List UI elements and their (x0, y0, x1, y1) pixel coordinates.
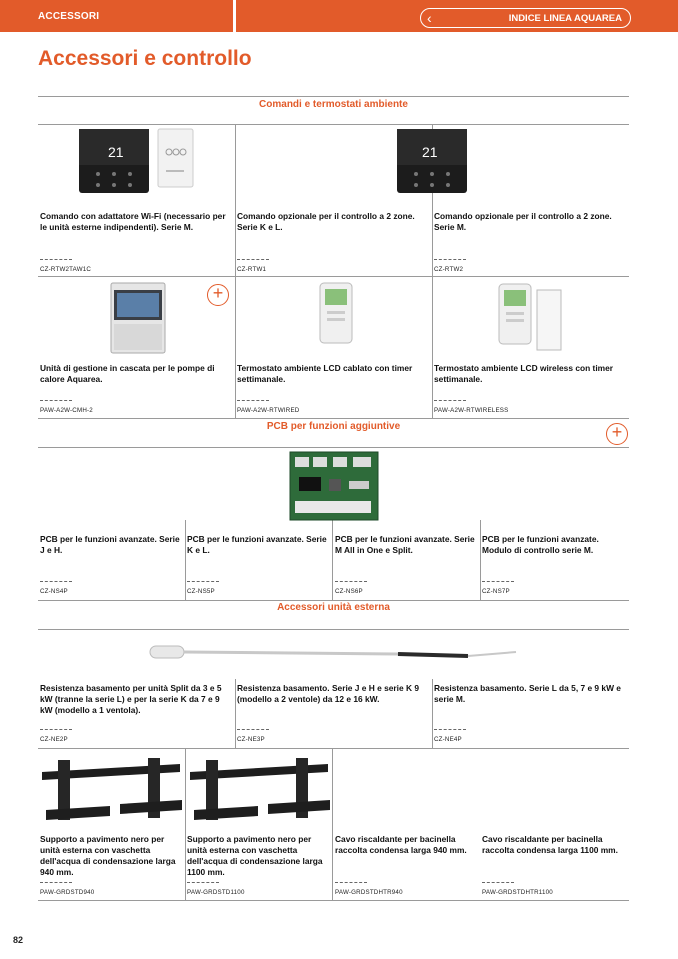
divider (38, 124, 629, 125)
column-divider (480, 520, 481, 600)
floor-stand-940-image (40, 758, 185, 828)
cascade-unit-image (110, 282, 166, 354)
item-description: Comando con adattatore Wi-Fi (necessario per le unità esterne indipendenti). Serie M. (40, 211, 226, 232)
item-description: PCB per le funzioni avanzate. Serie J e H. (40, 534, 180, 555)
divider (38, 629, 629, 630)
dash-separator (434, 259, 466, 260)
floor-stand-1100-image (188, 758, 333, 828)
divider (38, 600, 629, 601)
dash-separator (40, 259, 72, 260)
column-divider (432, 679, 433, 748)
zone-controller-image (396, 128, 470, 198)
divider (38, 900, 629, 901)
dash-separator (434, 729, 466, 730)
dash-separator (237, 259, 269, 260)
item-code: PAW-GRDSTDHTR940 (335, 889, 403, 896)
item-code: CZ-NS7P (482, 588, 510, 595)
column-divider (235, 679, 236, 748)
item-description: Cavo riscaldante per bacinella raccolta condensa larga 940 mm. (335, 834, 467, 855)
plus-icon[interactable]: + (207, 284, 229, 306)
plus-icon[interactable]: + (606, 423, 628, 445)
section-title-outdoor: Accessori unità esterna (277, 602, 390, 613)
section-label: ACCESSORI (38, 11, 100, 22)
item-code: CZ-NE2P (40, 736, 68, 743)
divider (38, 418, 629, 419)
item-code: PAW-A2W-CMH-2 (40, 407, 93, 414)
item-code: CZ-NS4P (40, 588, 68, 595)
wired-thermostat-image (318, 281, 354, 353)
item-description: Resistenza basamento per unità Split da 3 e 5 kW (tranne la serie L) e per la serie K da 7 e 9 kW (modello a 1 ventola). (40, 683, 222, 715)
item-code: PAW-A2W-RTWIRED (237, 407, 300, 414)
dash-separator (335, 882, 367, 883)
item-description: Supporto a pavimento nero per unità esterna con vaschetta dell'acqua di condensazione larga 1100 mm. (187, 834, 323, 877)
index-link-button[interactable] (420, 8, 631, 28)
wifi-controller-image (78, 128, 198, 198)
item-description: PCB per le funzioni avanzate. Modulo di controllo serie M. (482, 534, 599, 555)
section-title-controls: Comandi e termostati ambiente (259, 99, 408, 110)
dash-separator (40, 400, 72, 401)
header-bar (0, 0, 678, 32)
dash-separator (40, 729, 72, 730)
dash-separator (187, 882, 219, 883)
item-code: CZ-RTW1 (237, 266, 267, 273)
divider (38, 447, 629, 448)
column-divider (235, 124, 236, 418)
item-description: Comando opzionale per il controllo a 2 zone. Serie K e L. (237, 211, 415, 232)
item-description: Supporto a pavimento nero per unità esterna con vaschetta dell'acqua di condensazione larga 940 mm. (40, 834, 176, 877)
divider (38, 96, 629, 97)
index-link-label: INDICE LINEA AQUAREA (508, 13, 622, 24)
divider (38, 748, 629, 749)
item-description: PCB per le funzioni avanzate. Serie K e L. (187, 534, 327, 555)
controller-temp-text: 21 (108, 144, 124, 160)
divider (38, 276, 629, 277)
item-description: PCB per le funzioni avanzate. Serie M All in One e Split. (335, 534, 475, 555)
item-code: CZ-NE3P (237, 736, 265, 743)
item-code: CZ-RTW2TAW1C (40, 266, 92, 273)
controller-temp-text: 21 (422, 144, 438, 160)
item-description: Termostato ambiente LCD wireless con timer settimanale. (434, 363, 614, 384)
dash-separator (482, 581, 514, 582)
heating-cable-image (148, 640, 520, 670)
item-code: PAW-GRDSTD1100 (187, 889, 245, 896)
column-divider (332, 520, 333, 600)
dash-separator (237, 400, 269, 401)
item-code: CZ-NS6P (335, 588, 363, 595)
item-description: Cavo riscaldante per bacinella raccolta condensa larga 1100 mm. (482, 834, 618, 855)
item-code: CZ-RTW2 (434, 266, 464, 273)
item-description: Termostato ambiente LCD cablato con timer settimanale. (237, 363, 413, 384)
dash-separator (187, 581, 219, 582)
dash-separator (434, 400, 466, 401)
column-divider (185, 748, 186, 900)
item-code: PAW-A2W-RTWIRELESS (434, 407, 509, 414)
wireless-thermostat-image (497, 282, 567, 354)
page-title: Accessori e controllo (38, 47, 252, 70)
item-description: Unità di gestione in cascata per le pompe di calore Aquarea. (40, 363, 215, 384)
dash-separator (40, 581, 72, 582)
item-code: CZ-NE4P (434, 736, 462, 743)
section-tab (0, 0, 236, 32)
item-code: CZ-NS5P (187, 588, 215, 595)
dash-separator (237, 729, 269, 730)
item-code: PAW-GRDSTD940 (40, 889, 95, 896)
item-description: Comando opzionale per il controllo a 2 zone. Serie M. (434, 211, 612, 232)
column-divider (185, 520, 186, 600)
dash-separator (40, 882, 72, 883)
item-description: Resistenza basamento. Serie L da 5, 7 e 9 kW e serie M. (434, 683, 621, 704)
dash-separator (482, 882, 514, 883)
dash-separator (335, 581, 367, 582)
section-title-pcb: PCB per funzioni aggiuntive (266, 421, 401, 432)
page-number: 82 (13, 935, 24, 945)
item-description: Resistenza basamento. Serie J e H e serie K 9 (modello a 2 ventole) da 12 e 16 kW. (237, 683, 420, 704)
item-code: PAW-GRDSTDHTR1100 (482, 889, 553, 896)
chevron-left-icon: ‹ (427, 10, 432, 26)
pcb-board-image (289, 451, 379, 521)
